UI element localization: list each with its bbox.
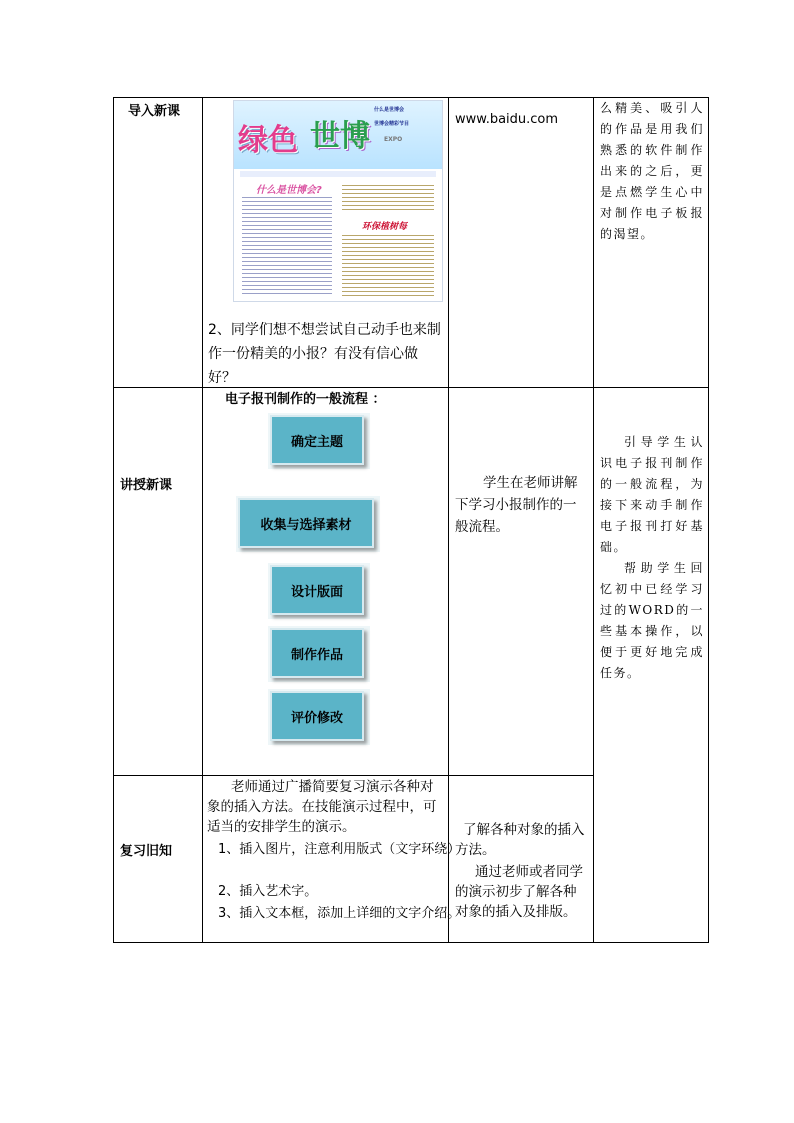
review-teacher-activity: 老师通过广播简要复习演示各种对象的插入方法。在技能演示过程中，可适当的安排学生的演示。 — [207, 779, 437, 835]
intro-question: 2、同学们想不想尝试自己动手也来制作一份精美的小报？有没有信心做好？ — [208, 322, 441, 386]
intro-resource-link[interactable]: www.baidu.com — [455, 112, 559, 127]
flow-step-3: 设计版面 — [270, 565, 364, 615]
newspaper-expo: EXPO — [384, 136, 403, 143]
review-student-activity-2: 通过老师或者同学的演示初步了解各种对象的插入及排版。 — [455, 864, 583, 920]
newspaper-column-right — [342, 235, 434, 297]
lecture-design-note-2: 帮助学生回忆初中已经学习过的WORD的一些基本操作，以便于更好地完成任务。 — [600, 561, 704, 680]
review-item-2: 2、插入艺术字。 — [218, 884, 318, 899]
flow-step-5: 评价修改 — [270, 691, 364, 741]
intro-design-note: 么精美、吸引人的作品是用我们熟悉的软件制作出来的之后，更是点燃学生心中对制作电子板报的渴望。 — [600, 101, 704, 241]
newspaper-top-right-2: 世博会精彩节目 — [374, 121, 410, 127]
lecture-student-activity: 学生在老师讲解下学习小报制作的一般流程。 — [455, 475, 578, 535]
flow-step-2: 收集与选择素材 — [238, 498, 374, 548]
newspaper-thumbnail — [233, 100, 443, 302]
flow-title: 电子报刊制作的一般流程 ： — [225, 392, 386, 407]
table-line-col1 — [202, 97, 203, 943]
flow-step-4: 制作作品 — [270, 628, 364, 678]
flow-step-1-wrap — [268, 413, 370, 469]
flow-step-1: 确定主题 — [270, 415, 364, 465]
flow-step-5-wrap — [268, 689, 370, 745]
newspaper-top-right-1: 什么是世博会 — [374, 107, 405, 113]
newspaper-headline: 什么是世博会? — [256, 185, 322, 196]
newspaper-info-bar — [240, 171, 436, 177]
newspaper-title-a: 绿色 — [238, 123, 298, 158]
review-student-activity-1: 了解各种对象的插入方法。 — [455, 822, 585, 858]
table-line-row2 — [113, 775, 593, 776]
row-label-review: 复习旧知 — [120, 844, 173, 859]
table-line-col3 — [593, 97, 594, 943]
newspaper-title-b: 世博 — [310, 119, 370, 154]
lecture-design-note-1: 引导学生认识电子报刊制作的一般流程，为接下来动手制作电子报刊打好基础。 — [600, 435, 704, 554]
flow-step-3-wrap — [268, 563, 370, 619]
review-item-3: 3、插入文本框，添加上详细的文字介绍。 — [218, 906, 461, 921]
newspaper-column-left — [242, 197, 332, 297]
table-line-col0 — [113, 97, 114, 943]
newspaper-column-right-top — [342, 185, 434, 213]
table-line-col4 — [708, 97, 709, 943]
row-label-lecture: 讲授新课 — [120, 478, 173, 493]
review-item-1: 1、插入图片，注意利用版式（文字环绕） — [218, 842, 461, 857]
row-label-intro: 导入新课 — [128, 104, 181, 119]
table-line-col2 — [448, 97, 449, 943]
newspaper-section: 环保植树每 — [362, 222, 408, 232]
flow-step-2-wrap — [236, 496, 380, 552]
flow-step-4-wrap — [268, 626, 370, 682]
